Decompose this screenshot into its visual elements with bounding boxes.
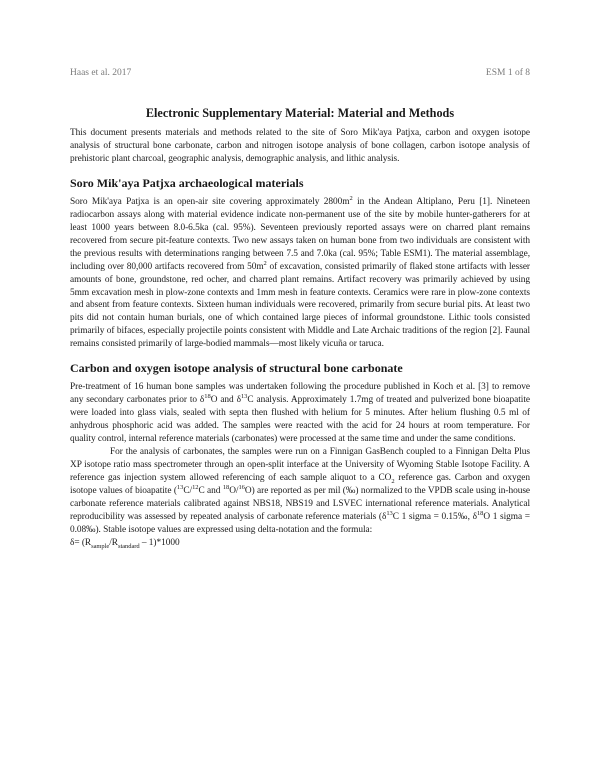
text-run: C/ bbox=[183, 485, 193, 496]
document-title: Electronic Supplementary Material: Material and Methods bbox=[145, 106, 455, 120]
text-run: O and δ bbox=[210, 395, 241, 406]
text-run: reference gas. Carbon and oxygen isotope values of bioapatite ( bbox=[70, 472, 530, 496]
carbonate-paragraph-1 bbox=[70, 381, 530, 446]
text-run: Soro Mik'aya Patjxa is an open-air site covering approximately 2800m bbox=[70, 196, 350, 207]
text-run: For the analysis of carbonates, the samples were run on a Finnigan GasBench coupled to a Finnigan Delta Plus XP isotope ratio mass spectrometer through an open-split interface at the University of Wyoming Stable Isotope Facility. A reference gas injection system allowed referencing of each sample aliquot to a CO bbox=[70, 447, 530, 483]
subscript: standard bbox=[117, 542, 140, 550]
superscript: 13 bbox=[240, 393, 248, 401]
superscript: 2 bbox=[263, 259, 267, 267]
text-run: O 1 sigma = 0.08‰). Stable isotope values are expressed using delta-notation and the formula: bbox=[70, 511, 530, 535]
text-run: /R bbox=[109, 537, 118, 548]
text-run: of excavation, consisted primarily of flaked stone artifacts with lesser amounts of bone, groundstone, red ocher, and charred plant remains. Artifact recovery was primarily achieved by using 5mm excavation mesh in plow-zone contexts and 1mm mesh in feature contexts. Ceramics were rare in plow-zone contexts and absent from feature contexts. Sixteen human individuals were recovered, primarily from secure burial pits. At least two pits did not contain human burials, one of which contained large pieces of informal groundstone. Lithic tools consisted primarily of bifaces, especially projectile points consistent with Middle and Late Archaic traditions of the region [2]. Faunal remains consisted primarily of large-bodied mammals—most likely vicuña or taruca. bbox=[70, 261, 530, 350]
header-authors: Haas et al. 2017 bbox=[70, 68, 132, 78]
superscript: 13 bbox=[176, 483, 184, 491]
text-run: in the Andean Altiplano, Peru [1]. Nineteen radiocarbon assays along with material evidence indicate non-permanent use of the site by mobile hunter-gatherers for at least 1000 years between 8.0-6.5ka (cal. 95%). Seventeen previously reported assays were on charred plant remains recovered from secure pit-feature contexts. Two new assays taken on human bone from two individuals are consistent with the previous results with determinations ranging between 7.5 and 7.0ka (cal. 95%; Table ESM1). The material assemblage, including over 80,000 artifacts recovered from 50m bbox=[70, 196, 530, 272]
superscript: 18 bbox=[476, 509, 484, 517]
document-body bbox=[70, 106, 530, 550]
text-run: O/ bbox=[229, 485, 239, 496]
text-run: δ= (R bbox=[70, 537, 92, 548]
superscript: 13 bbox=[386, 509, 393, 517]
superscript: 12 bbox=[192, 483, 199, 491]
subscript: sample bbox=[91, 542, 110, 550]
carbonate-paragraph-2 bbox=[70, 446, 530, 537]
text-run: C 1 sigma = 0.15‰, δ bbox=[392, 511, 477, 522]
superscript: 18 bbox=[204, 393, 211, 401]
text-run: C analysis. Approximately 1.7mg of treated and pulverized bone bioapatite were loaded into glass vials, sealed with septa then flushed with helium for 5 minutes. After helium flushing 0.5 ml of anhydrous phosphoric acid was added. The samples were reacted with the acid for 24 hours at room temperature. For quality control, internal reference materials (carbonates) were processed at the same time and under the same conditions. bbox=[70, 395, 530, 445]
materials-paragraph bbox=[70, 196, 530, 351]
section-heading-materials: Soro Mik'aya Patjxa archaeological materials bbox=[70, 175, 304, 190]
running-header bbox=[70, 68, 530, 78]
subscript: 2 bbox=[391, 477, 395, 485]
superscript: 18 bbox=[222, 483, 230, 491]
delta-formula bbox=[70, 537, 530, 550]
intro-paragraph: This document presents materials and methods related to the site of Soro Mik'aya Patjxa, carbon and oxygen isotope analysis of structural bone carbonate, carbon and nitrogen isotope analysis of bone collagen, carbon isotope analysis of prehistoric plant charcoal, geographic analysis, demographic analysis, and lithic analysis. bbox=[70, 128, 530, 164]
superscript: 2 bbox=[349, 194, 353, 202]
text-run: O) are reported as per mil (‰) normalized to the VPDB scale using in-house carbonate reference materials calibrated against NBS18, NBS19 and LSVEC international reference materials. Analytical reproducibility was assessed by repeated analysis of carbonate reference materials (δ bbox=[70, 485, 530, 522]
superscript: 16 bbox=[238, 483, 245, 491]
text-run: C and bbox=[198, 485, 223, 496]
text-run: – 1)*1000 bbox=[139, 537, 180, 548]
section-heading-carbonate: Carbon and oxygen isotope analysis of structural bone carbonate bbox=[70, 361, 403, 376]
text-run: Pre-treatment of 16 human bone samples was undertaken following the procedure published in Koch et al. [3] to remove any secondary carbonates prior to δ bbox=[70, 382, 530, 406]
header-page-number: ESM 1 of 8 bbox=[485, 68, 530, 78]
